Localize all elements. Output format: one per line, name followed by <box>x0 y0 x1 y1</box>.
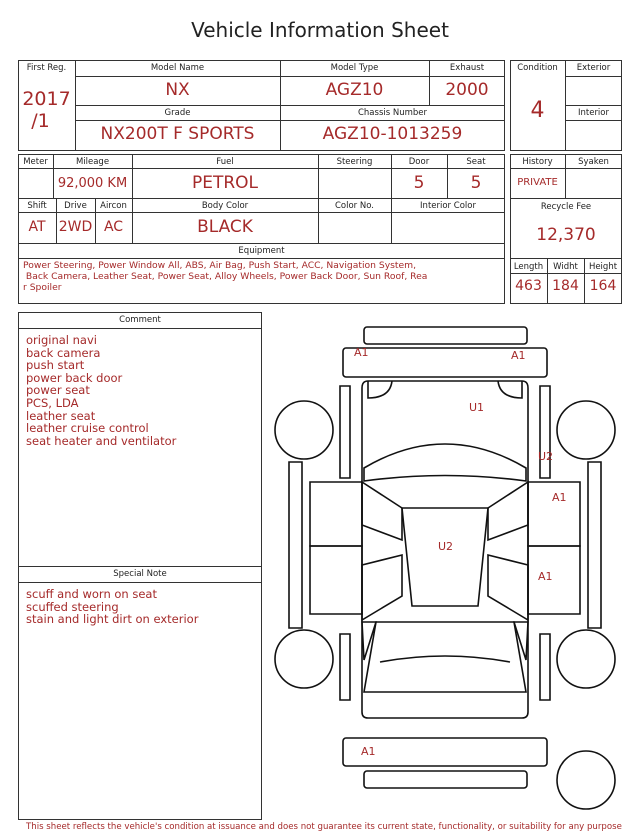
mileage: 92,000 KM <box>57 176 128 191</box>
recycle-fee-label: Recycle Fee <box>540 202 592 212</box>
comment-label: Comment <box>119 315 161 325</box>
equipment-line: Back Camera, Leather Seat, Power Seat, Alloy Wheels, Power Back Door, Sun Roof, Rea <box>23 270 428 282</box>
condition-grade: 4 <box>530 98 545 123</box>
exhaust: 2000 <box>445 80 489 100</box>
equipment-line: r Spoiler <box>23 281 62 293</box>
drive: 2WD <box>58 219 93 235</box>
history-label: History <box>522 157 553 167</box>
door-count: 5 <box>413 173 425 193</box>
chassis-label: Chassis Number <box>357 108 428 118</box>
door-label: Door <box>408 157 430 167</box>
damage-mark-right-front-door: U2 <box>538 450 554 463</box>
length-label: Length <box>513 262 544 272</box>
recycle-fee: 12,370 <box>536 225 596 245</box>
chassis-number: AGZ10-1013259 <box>322 124 463 144</box>
special-note-label: Special Note <box>113 569 167 579</box>
drive-label: Drive <box>64 201 87 211</box>
comment-line: push start <box>26 358 85 373</box>
first-reg-month: /1 <box>31 110 50 132</box>
damage-mark-front-right: A1 <box>511 349 526 362</box>
syaken-label: Syaken <box>578 157 609 167</box>
aircon-label: Aircon <box>100 201 127 211</box>
page-title: Vehicle Information Sheet <box>191 18 449 42</box>
seat-label: Seat <box>466 157 486 167</box>
grade-label: Grade <box>164 108 191 118</box>
shift-label: Shift <box>27 201 47 211</box>
condition-label: Condition <box>517 63 558 73</box>
comment-line: power back door <box>26 370 123 385</box>
height: 164 <box>589 278 617 294</box>
damage-mark-rear: A1 <box>361 745 376 758</box>
width-label: Widht <box>553 262 578 272</box>
special-note-line: stain and light dirt on exterior <box>26 612 199 627</box>
meter-label: Meter <box>23 157 48 167</box>
fuel: PETROL <box>191 173 259 193</box>
exhaust-label: Exhaust <box>449 63 485 73</box>
history: PRIVATE <box>517 177 558 188</box>
equipment-line: Power Steering, Power Window All, ABS, Air Bag, Push Start, ACC, Navigation System, <box>23 260 417 271</box>
comment-line: power seat <box>26 383 90 398</box>
model-type: AGZ10 <box>325 80 384 100</box>
comment-line: leather cruise control <box>26 421 149 436</box>
footer-disclaimer: This sheet reflects the vehicle's condition at issuance and does not guarantee its current state, functionality, or suitability for any purpose <box>26 822 622 832</box>
damage-mark-right-rear-door: A1 <box>538 570 553 583</box>
comment-line: original navi <box>26 333 97 347</box>
model-name-label: Model Name <box>150 63 205 73</box>
comment-line: leather seat <box>26 408 96 423</box>
special-note-line: scuff and worn on seat <box>26 587 157 601</box>
interior-color-label: Interior Color <box>420 201 476 211</box>
exterior-label: Exterior <box>576 63 611 73</box>
body-color: BLACK <box>197 217 253 237</box>
mileage-label: Mileage <box>75 157 110 167</box>
steering-label: Steering <box>336 157 373 167</box>
body-color-label: Body Color <box>201 201 249 211</box>
comment-line: seat heater and ventilator <box>26 433 177 448</box>
length: 463 <box>515 278 542 294</box>
model-type-label: Model Type <box>330 63 379 73</box>
equipment-label: Equipment <box>238 246 285 256</box>
seat-count: 5 <box>470 173 482 193</box>
damage-mark-roof: U2 <box>438 540 454 553</box>
fuel-label: Fuel <box>216 157 234 167</box>
damage-mark-windshield: U1 <box>469 401 485 414</box>
height-label: Height <box>588 262 618 272</box>
aircon: AC <box>103 219 124 235</box>
first-reg-year: 2017 <box>22 88 71 110</box>
color-no-label: Color No. <box>334 201 374 211</box>
comment-line: PCS, LDA <box>26 395 79 410</box>
first-reg-label: First Reg. <box>26 63 67 73</box>
grade: NX200T F SPORTS <box>100 124 255 144</box>
shift: AT <box>28 219 46 235</box>
special-note-line: scuffed steering <box>26 599 119 614</box>
damage-mark-front-left: A1 <box>354 346 369 359</box>
comment-line: back camera <box>26 345 101 360</box>
model-name: NX <box>165 80 190 100</box>
damage-mark-right-fender: A1 <box>552 491 567 504</box>
interior-label: Interior <box>577 108 609 118</box>
width: 184 <box>552 278 579 294</box>
